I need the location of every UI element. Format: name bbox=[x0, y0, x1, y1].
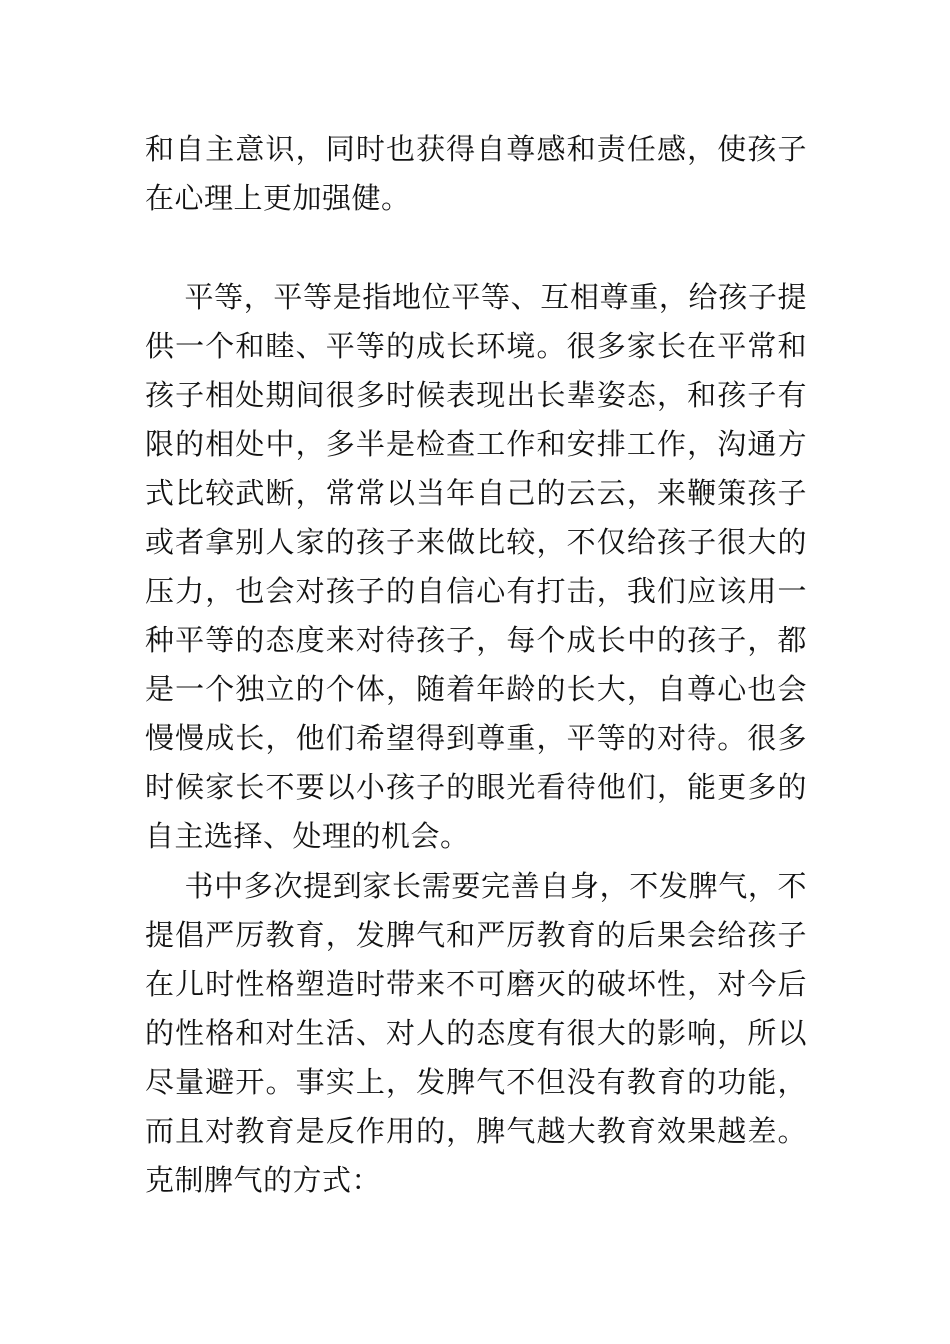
paragraph-continuation: 和自主意识，同时也获得自尊感和责任感，使孩子在心理上更加强健。 bbox=[145, 132, 807, 215]
paragraph-temper: 书中多次提到家长需要完善自身，不发脾气，不提倡严厉教育，发脾气和严厉教育的后果会给孩子在儿时性格塑造时带来不可磨灭的破坏性，对今后的性格和对生活、对人的态度有很大的影响，所以尽量避开。事实上，发脾气不但没有教育的功能，而且对教育是反作用的，脾气越大教育效果越差。克制脾气的方式： bbox=[145, 869, 807, 1197]
paragraph-equality: 平等，平等是指地位平等、互相尊重，给孩子提供一个和睦、平等的成长环境。很多家长在平常和孩子相处期间很多时候表现出长辈姿态，和孩子有限的相处中，多半是检查工作和安排工作，沟通方式比较武断，常常以当年自己的云云，来鞭策孩子或者拿别人家的孩子来做比较，不仅给孩子很大的压力，也会对孩子的自信心有打击，我们应该用一种平等的态度来对待孩子，每个成长中的孩子，都是一个独立的个体，随着年龄的长大，自尊心也会慢慢成长，他们希望得到尊重，平等的对待。很多时候家长不要以小孩子的眼光看待他们，能更多的自主选择、处理的机会。 bbox=[145, 280, 807, 853]
